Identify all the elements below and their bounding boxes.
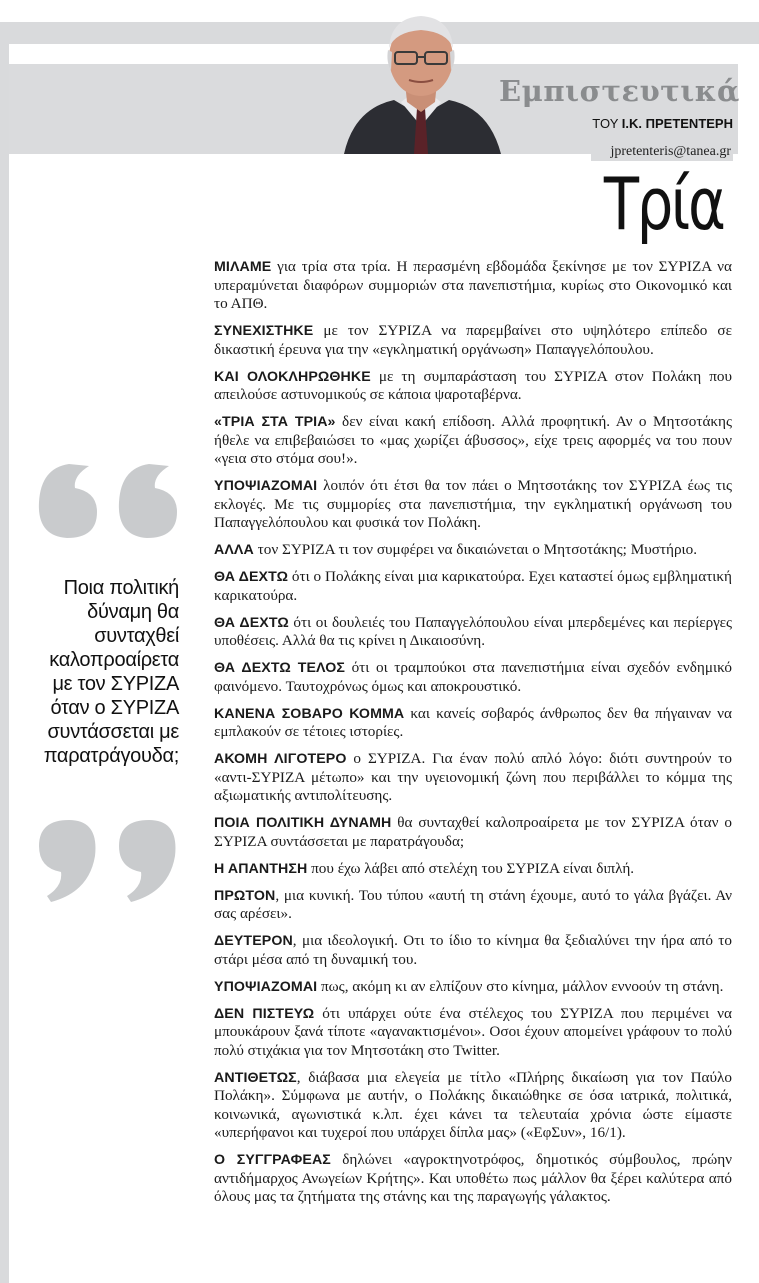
article-paragraph <box>214 705 732 742</box>
paragraph-text: δεν είναι κακή επίδοση. Αλλά προφητική. Αν ο Μητσοτάκης ήθελε να επιβεβαιώσει το «μας χωρίζει άβυσσος», είχε τρεις αφορμές να του πουν «γεια στο στόμα σου!». <box>214 413 733 467</box>
paragraph-lead: ΔΕΝ ΠΙΣΤΕΥΩ <box>214 1005 315 1022</box>
article-paragraph <box>214 659 732 696</box>
author-email[interactable]: jpretenteris@tanea.gr <box>591 142 733 161</box>
newspaper-page <box>9 44 759 1283</box>
paragraph-text: ότι οι τραμπούκοι στα πανεπιστήμια είναι σχεδόν ενδημικό φαινόμενο. Ταυτοχρόνως όμως και αποκρουστικό. <box>214 659 732 695</box>
paragraph-lead: Η ΑΠΑΝΤΗΣΗ <box>214 860 308 877</box>
paragraph-text: , διάβασα μια ελεγεία με τίτλο «Πλήρης δικαίωση για τον Παύλο Πολάκη». Σύμφωνα με αυτήν, ο Πολάκης δικαιώθηκε σε όσα ιατρικά, πολιτικά, κοινωνικά, αγωνιστικά κ.λπ. έχει κάνει τα τελευταία χρόνια ώστε είμαστε «υπερήφανοι και τυχεροί που υπάρχει δίπλα μας» («ΕφΣυν», 16/1). <box>214 1068 732 1141</box>
article-headline: Τρία <box>604 162 724 246</box>
author-portrait <box>339 4 504 154</box>
article-paragraph <box>214 368 732 405</box>
article-paragraph <box>214 477 732 533</box>
paragraph-text: τον ΣΥΡΙΖΑ τι τον συμφέρει να δικαιώνεται ο Μητσοτάκης; Μυστήριο. <box>253 541 698 558</box>
paragraph-text: , μια κυνική. Του τύπου «αυτή τη στάνη έχουμε, αυτό το γάλα βγάζει. Αν σας αρέσει». <box>214 886 732 922</box>
paragraph-lead: ΘΑ ΔΕΧΤΩ <box>214 614 289 631</box>
article-paragraph <box>214 413 732 469</box>
paragraph-lead: ΥΠΟΨΙΑΖΟΜΑΙ <box>214 478 318 494</box>
byline-prefix: ΤΟΥ <box>592 116 622 131</box>
paragraph-lead: Ο ΣΥΓΓΡΑΦΕΑΣ <box>214 1152 331 1168</box>
article-paragraph <box>214 1005 732 1061</box>
paragraph-lead: ΜΙΛΑΜΕ <box>214 259 272 275</box>
paragraph-lead: ΔΕΥΤΕΡΟΝ <box>214 933 293 949</box>
paragraph-lead: ΥΠΟΨΙΑΖΟΜΑΙ <box>214 978 318 995</box>
paragraph-text: με τον ΣΥΡΙΖΑ να παρεμβαίνει στο υψηλότερο επίπεδο σε δικαστική έρευνα για την «εγκληματική οργάνωση» Παπαγγελόπουλου. <box>214 322 732 358</box>
article-paragraph <box>214 978 732 997</box>
paragraph-lead: ΘΑ ΔΕΧΤΩ ΤΕΛΟΣ <box>214 660 345 676</box>
pull-quote: Ποια πολιτική δύναμη θα συνταχθεί καλοπροαίρετα με τον ΣΥΡΙΖΑ όταν ο ΣΥΡΙΖΑ συντάσσεται με παρατράγουδα; <box>43 577 179 767</box>
paragraph-text: ο ΣΥΡΙΖΑ. Για έναν πολύ απλό λόγο: διότι συντηρούν το «αντι-ΣΥΡΙΖΑ μέτωπο» και την υγειονομική ζώνη που περιβάλλει το κόμμα της αξιωματικής αντιπολίτευσης. <box>214 750 732 804</box>
paragraph-text: δηλώνει «αγροκτηνοτρόφος, δημοτικός σύμβουλος, πρώην αντιδήμαρχος Ανωγείων Κρήτης». Και υποθέτω πως μάλλον θα ξέρει καλύτερα από όλους μας τα ζητήματα της στάνης και της παραγωγής γάλακτος. <box>214 1151 732 1205</box>
paragraph-text: ότι υπάρχει ούτε ένα στέλεχος του ΣΥΡΙΖΑ που περιμένει να μπουκάρουν ξανά τίποτε «αγανακτισμένοι». Οσοι έχουν απομείνει γράφουν το πολύ πολύ στιχάκια για τον Μητσοτάκη στο Twitter. <box>214 1004 732 1059</box>
paragraph-lead: ΘΑ ΔΕΧΤΩ <box>214 569 289 585</box>
paragraph-text: θα συνταχθεί καλοπροαίρετα με τον ΣΥΡΙΖΑ όταν ο ΣΥΡΙΖΑ συντάσσεται με παρατράγουδα; <box>214 814 732 850</box>
open-quote-icon <box>31 454 191 549</box>
paragraph-text: πως, ακόμη κι αν ελπίζουν στο κίνημα, μάλλον εννοούν τη στάνη. <box>317 977 724 995</box>
paragraph-text: και κανείς σοβαρός άνθρωπος δεν θα πήγαιναν να εμπλακούν σε τέτοιες ιστορίες. <box>214 704 732 740</box>
paragraph-text: ότι οι δουλειές του Παπαγγελόπουλου είναι μπερδεμένες και περίεργες υποθέσεις. Αλλά θα τις κρίνει η Δικαιοσύνη. <box>214 613 732 649</box>
paragraph-lead: ΠΟΙΑ ΠΟΛΙΤΙΚΗ ΔΥΝΑΜΗ <box>214 815 392 831</box>
paragraph-text: λοιπόν ότι έτσι θα τον πάει ο Μητσοτάκης τον ΣΥΡΙΖΑ έως τις εκλογές. Με τις συμμορίες στα πανεπιστήμια, την εγκληματική οργάνωση του Παπαγγελόπουλου και φυσικά τον Πολάκη. <box>214 477 732 531</box>
article-paragraph <box>214 322 732 359</box>
paragraph-lead: ΣΥΝΕΧΙΣΤΗΚΕ <box>214 323 314 339</box>
paragraph-lead: ΑΚΟΜΗ ΛΙΓΟΤΕΡΟ <box>214 751 347 767</box>
article-paragraph <box>214 258 732 314</box>
paragraph-text: , μια ιδεολογική. Οτι το ίδιο το κίνημα θα ξεδιαλύνει την ήρα από το στάρι μέσα από τη δυναμική του. <box>214 932 732 968</box>
paragraph-text: ότι ο Πολάκης είναι μια καρικατούρα. Εχει καταστεί όμως εμβληματική καρικατούρα. <box>214 568 732 604</box>
article-paragraph <box>214 1151 732 1207</box>
close-quote-icon <box>31 812 191 912</box>
column-title: Εμπιστευτικά <box>499 74 740 108</box>
paragraph-text: με τη συμπαράσταση του ΣΥΡΙΖΑ στον Πολάκη που απειλούσε αστυνομικούς σε κάποια ψαροταβέρνα. <box>214 367 732 403</box>
paragraph-lead: ΑΛΛΑ <box>214 542 254 558</box>
paragraph-lead: «ΤΡΙΑ ΣΤΑ ΤΡΙΑ» <box>214 414 336 430</box>
article-body <box>214 258 732 1215</box>
paragraph-lead: ΑΝΤΙΘΕΤΩΣ <box>214 1069 297 1086</box>
article-paragraph <box>214 887 732 924</box>
article-paragraph <box>214 932 732 969</box>
author-name: Ι.Κ. ΠΡΕΤΕΝΤΕΡΗ <box>621 116 733 131</box>
article-paragraph <box>214 541 732 560</box>
author-byline <box>489 116 733 131</box>
article-paragraph <box>214 568 732 605</box>
article-paragraph <box>214 750 732 806</box>
article-paragraph <box>214 814 732 851</box>
article-paragraph <box>214 614 732 651</box>
article-paragraph <box>214 1069 732 1143</box>
paragraph-lead: ΚΑΙ ΟΛΟΚΛΗΡΩΘΗΚΕ <box>214 368 371 385</box>
paragraph-text: για τρία στα τρία. Η περασμένη εβδομάδα ξεκίνησε με τον ΣΥΡΙΖΑ να υπεραμύνεται διαφόρων συμμοριών στα πανεπιστήμια, κυρίως στο Οικονομικό και το ΑΠΘ. <box>214 258 732 312</box>
paragraph-lead: ΠΡΩΤΟΝ <box>214 887 276 904</box>
paragraph-lead: ΚΑΝΕΝΑ ΣΟΒΑΡΟ ΚΟΜΜΑ <box>214 705 405 722</box>
paragraph-text: που έχω λάβει από στελέχη του ΣΥΡΙΖΑ είναι διπλή. <box>307 859 635 877</box>
article-paragraph <box>214 860 732 879</box>
